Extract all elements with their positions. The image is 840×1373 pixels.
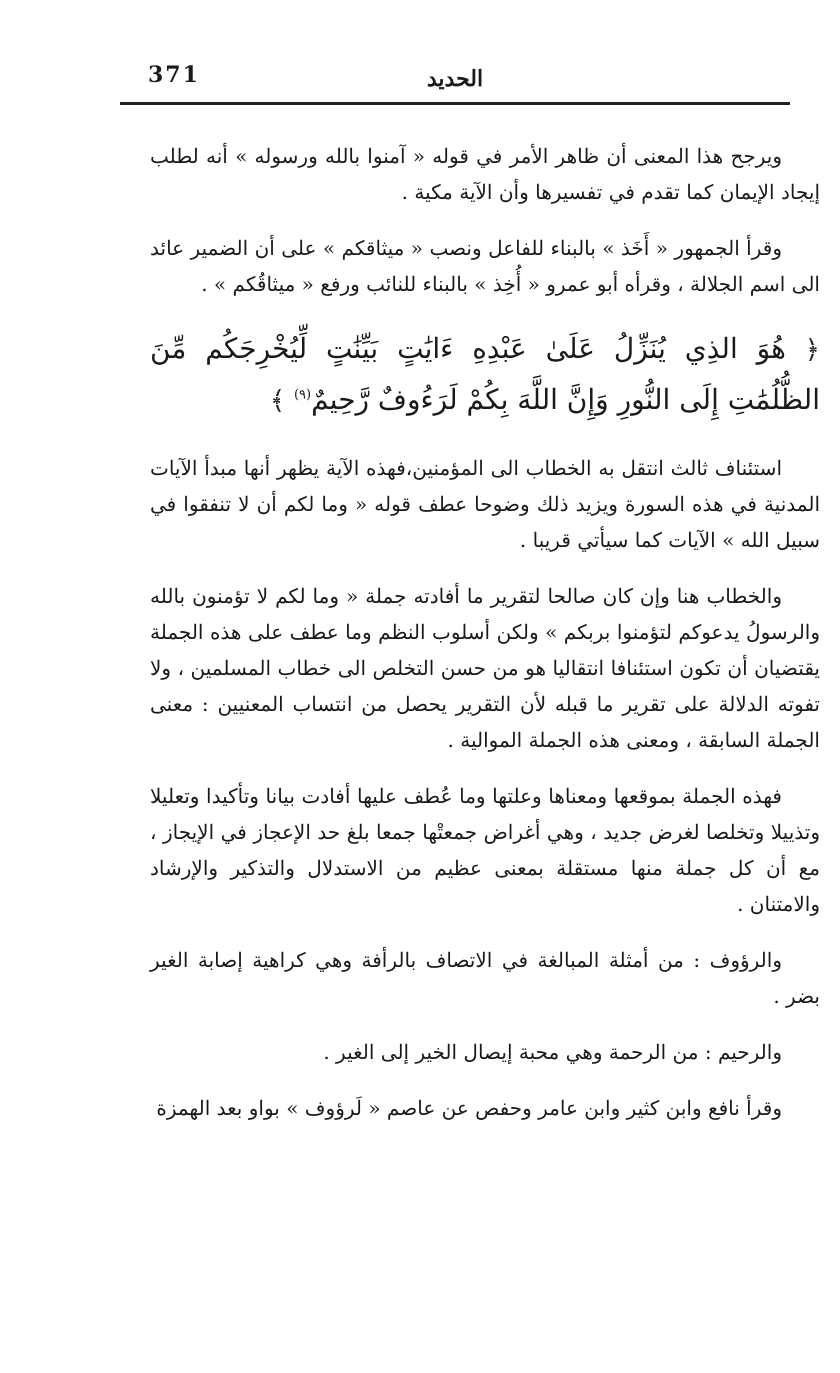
verse-close-bracket: ﴾ <box>269 386 286 416</box>
page-header <box>120 56 790 102</box>
header-rule <box>120 102 790 105</box>
paragraph-7: والرحيم : من الرحمة وهي محبة إيصال الخير إلى الغير . <box>323 1040 782 1064</box>
verse-text: هُوَ الذِي يُنَزِّلُ عَلَىٰ عَبْدِهِ ءَايَٰتٍ بَيِّنَٰتٍ لِّيُخْرِجَكُم مِّنَ الظُّلُمَٰتِ إِلَى النُّورِ وَإِنَّ اللَّهَ بِكُمْ لَرَءُوفٌ رَّحِيمٌ <box>150 332 820 416</box>
page-number: 371 <box>148 62 200 88</box>
quran-verse <box>150 324 820 426</box>
paragraph-8: وقرأ نافع وابن كثير وابن عامر وحفص عن عاصم « لَرؤوف » بواو بعد الهمزة <box>156 1096 782 1120</box>
paragraph-5: فهذه الجملة بموقعها ومعناها وعلتها وما عُطف عليها أفادت بيانا وتأكيدا وتعليلا وتذييلا وتخلصا لغرض جديد ، وهي أغراض جمعتْها جمعا بلغ حد الإعجاز في الإيجاز ، مع أن كل جملة منها مستقلة بمعنى عظيم من الاستدلال والتذكير والإرشاد والامتنان . <box>150 784 820 916</box>
paragraph-1: ويرجح هذا المعنى أن ظاهر الأمر في قوله « آمنوا بالله ورسوله » أنه لطلب إيجاد الإيمان كما تقدم في تفسيرها وأن الآية مكية . <box>150 144 820 204</box>
verse-footnote-mark: (٩) <box>293 387 312 403</box>
paragraph-4: والخطاب هنا وإن كان صالحا لتقرير ما أفادته جملة « وما لكم لا تؤمنون بالله والرسولُ يدعوكم لتؤمنوا بربكم » ولكن أسلوب النظم وما عطف على هذه الجملة يقتضيان أن تكون استئنافا انتقاليا هو من حسن التخلص الى خطاب المسلمين ، ولا تفوته الدلالة على تقرير ما قبله لأن التقرير يحصل من انتساب المعنيين : معنى الجملة السابقة ، ومعنى هذه الجملة الموالية . <box>150 584 820 752</box>
paragraph-6: والرؤوف : من أمثلة المبالغة في الاتصاف بالرأفة وهي كراهية إصابة الغير بضر . <box>150 948 820 1008</box>
verse-open-bracket: ﴿ <box>804 335 820 365</box>
paragraph-2: وقرأ الجمهور « أَخَذ » بالبناء للفاعل ونصب « ميثاقكم » على أن الضمير عائد الى اسم الجلالة ، وقرأه أبو عمرو « أُخِذ » بالبناء للنائب ورفع « ميثاقُكم » . <box>150 236 820 296</box>
paragraph-3: استئناف ثالث انتقل به الخطاب الى المؤمنين،فهذه الآية يظهر أنها مبدأ الآيات المدنية في هذه السورة ويزيد ذلك وضوحا عطف قوله « وما لكم أن لا تنفقوا في سبيل الله » الآيات كما سيأتي قريبا . <box>150 456 820 552</box>
body-text <box>150 138 820 1140</box>
running-title: الحديد <box>426 66 484 92</box>
